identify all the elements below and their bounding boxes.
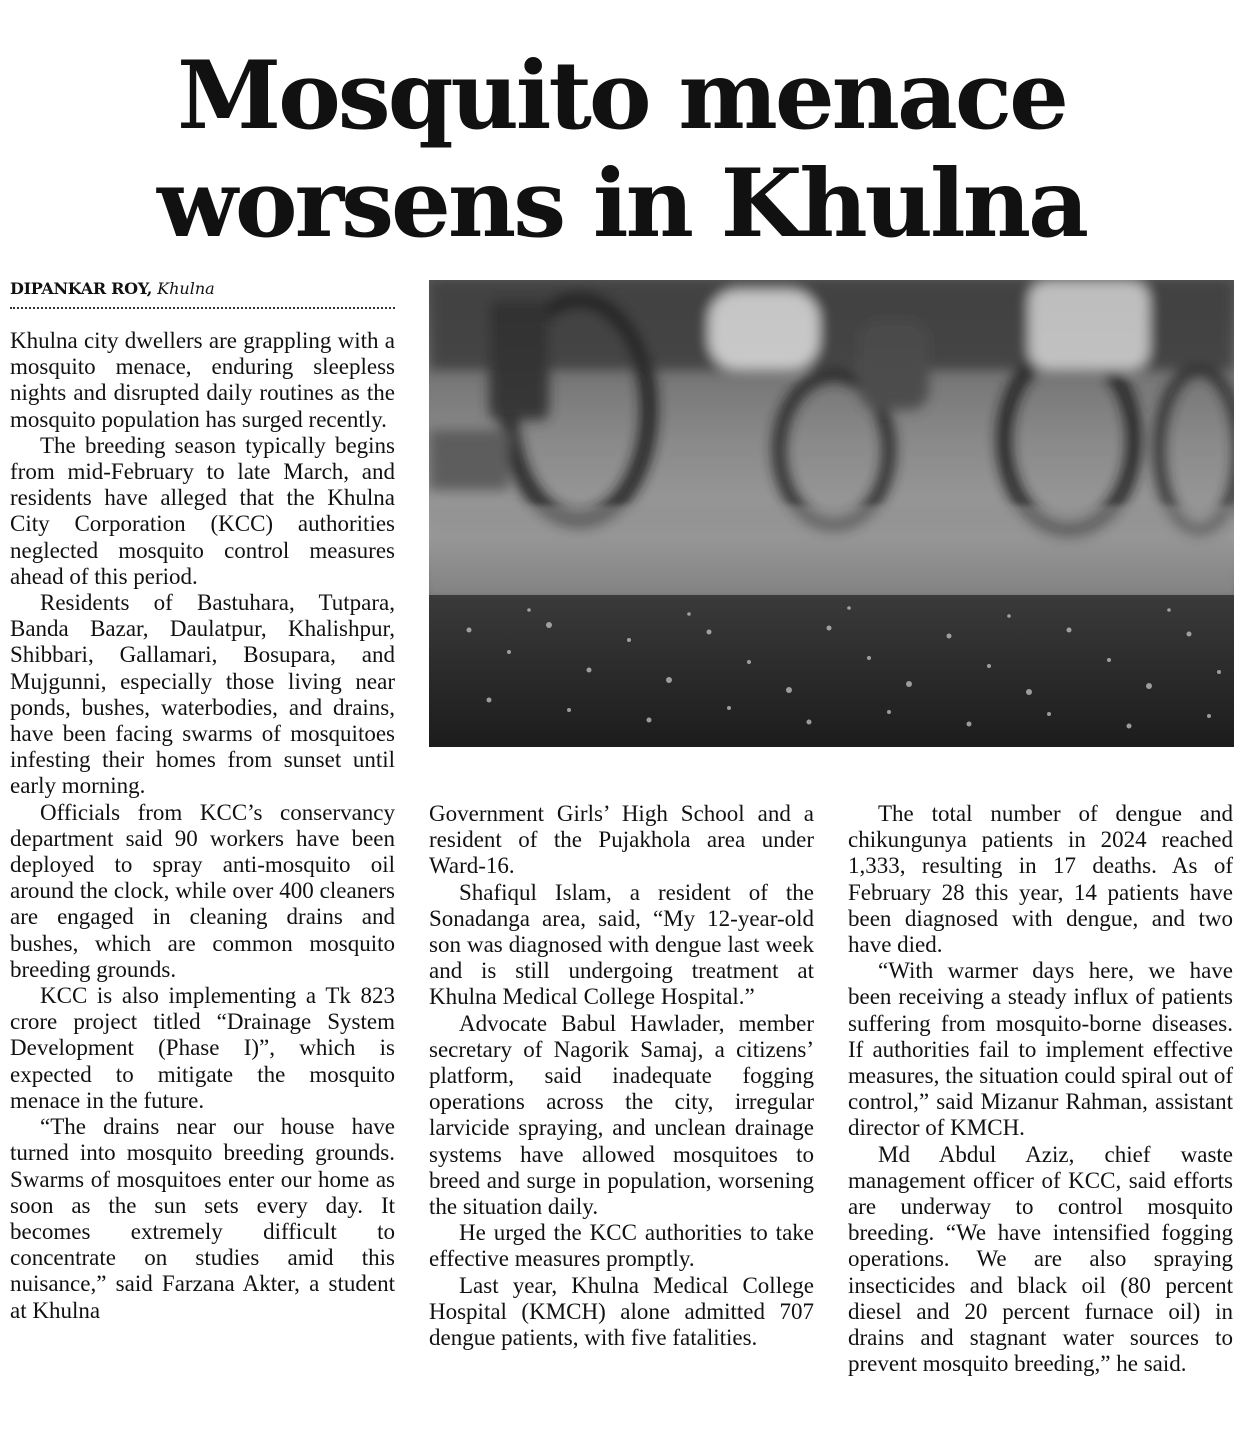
headline-line-2: worsens in Khulna bbox=[157, 149, 1086, 259]
column-1-paragraph-4: Officials from KCC’s conservancy department said 90 workers have been deployed to spray anti-mosquito oil around the clock, while over 400 cleaners are engaged in cleaning drains and bushes, which are common mosquito breeding grounds. bbox=[10, 799, 395, 982]
article-column-1 bbox=[10, 328, 395, 1324]
column-1-paragraph-2: The breeding season typically begins from mid-February to late March, and residents have alleged that the Khulna City Corporation (KCC) authorities neglected mosquito control measures ahead of this period. bbox=[10, 432, 395, 589]
column-3-paragraph-1: The total number of dengue and chikungunya patients in 2024 reached 1,333, resulting in 17 deaths. As of February 28 this year, 14 patients have been diagnosed with dengue, and two have died. bbox=[848, 801, 1233, 958]
street-puddle-photo-icon bbox=[429, 280, 1234, 747]
column-2-paragraph-5: Last year, Khulna Medical College Hospital (KMCH) alone admitted 707 dengue patients, with five fatalities. bbox=[429, 1272, 814, 1351]
byline-author: DIPANKAR ROY, bbox=[10, 279, 153, 298]
column-3-paragraph-3: Md Abdul Aziz, chief waste management officer of KCC, said efforts are underway to control mosquito breeding. “We have intensified fogging operations. We are also spraying insecticides and black oil (80 percent diesel and 20 percent furnace oil) in drains and stagnant water sources to prevent mosquito breeding,” he said. bbox=[848, 1141, 1233, 1377]
headline bbox=[0, 42, 1243, 258]
article-photo bbox=[429, 280, 1234, 747]
article-column-3 bbox=[848, 801, 1233, 1377]
column-2-paragraph-3: Advocate Babul Hawlader, member secretary of Nagorik Samaj, a citizens’ platform, said inadequate fogging operations across the city, irregular larvicide spraying, and unclean drainage systems have allowed mosquitoes to breed and surge in population, worsening the situation daily. bbox=[429, 1010, 814, 1220]
column-1-paragraph-6: “The drains near our house have turned into mosquito breeding grounds. Swarms of mosquitoes enter our home as soon as the sun sets every day. It becomes extremely difficult to concentrate on studies amid this nuisance,” said Farzana Akter, a student at Khulna bbox=[10, 1114, 395, 1323]
column-2-paragraph-2: Shafiqul Islam, a resident of the Sonadanga area, said, “My 12-year-old son was diagnosed with dengue last week and is still undergoing treatment at Khulna Medical College Hospital.” bbox=[429, 879, 814, 1010]
headline-line-1: Mosquito menace bbox=[177, 41, 1066, 151]
byline bbox=[10, 277, 395, 309]
column-2-paragraph-1: Government Girls’ High School and a resident of the Pujakhola area under Ward-16. bbox=[429, 801, 814, 879]
byline-location: Khulna bbox=[157, 279, 215, 298]
column-2-paragraph-4: He urged the KCC authorities to take effective measures promptly. bbox=[429, 1220, 814, 1272]
column-1-paragraph-3: Residents of Bastuhara, Tutpara, Banda Bazar, Daulatpur, Khalishpur, Shibbari, Gallamari, Bosupara, and Mujgunni, especially those living near ponds, bushes, waterbodies, and drains, have been facing swarms of mosquitoes infesting their homes from sunset until early morning. bbox=[10, 590, 395, 799]
column-1-paragraph-1: Khulna city dwellers are grappling with a mosquito menace, enduring sleepless nights and disrupted daily routines as the mosquito population has surged recently. bbox=[10, 328, 395, 432]
article-column-2 bbox=[429, 801, 814, 1351]
column-3-paragraph-2: “With warmer days here, we have been receiving a steady influx of patients suffering from mosquito-borne diseases. If authorities fail to implement effective measures, the situation could spiral out of control,” said Mizanur Rahman, assistant director of KMCH. bbox=[848, 958, 1233, 1141]
column-1-paragraph-5: KCC is also implementing a Tk 823 crore project titled “Drainage System Development (Phase I)”, which is expected to mitigate the mosquito menace in the future. bbox=[10, 983, 395, 1113]
